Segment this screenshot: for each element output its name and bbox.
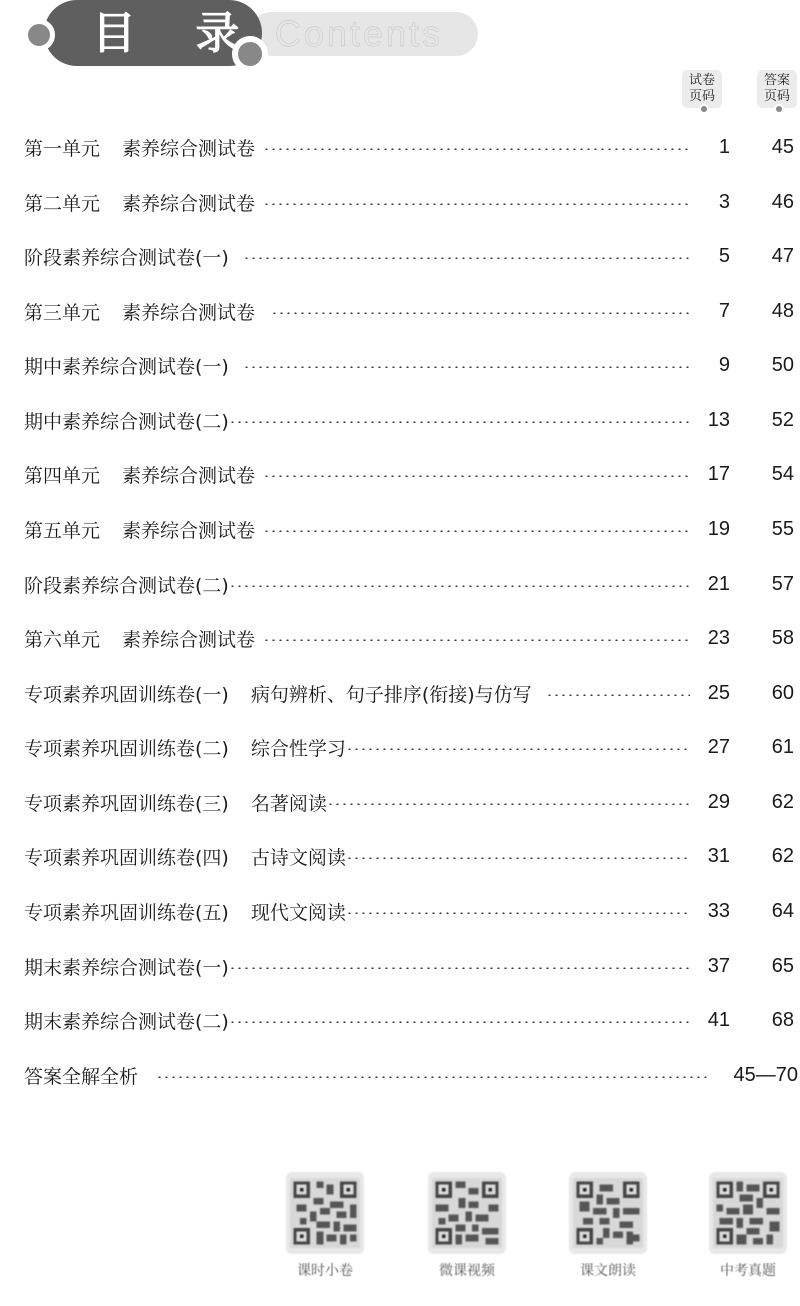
- answer-page-column-header: [757, 70, 797, 108]
- qr-code-icon: [286, 1172, 364, 1254]
- column-header-line: 页码: [763, 89, 790, 104]
- dot-leader: [263, 148, 690, 150]
- toc-entry[interactable]: [24, 405, 794, 435]
- qr-code-card[interactable]: [283, 1172, 367, 1280]
- dot-leader: [229, 421, 690, 423]
- answer-page-number: 55: [771, 517, 794, 540]
- entry-title: 专项素养巩固训练卷(一): [24, 683, 229, 706]
- dot-icon: [699, 104, 709, 114]
- entry-title: 专项素养巩固训练卷(四): [24, 846, 229, 869]
- answer-page-number: 68: [771, 1008, 794, 1031]
- entry-title: 第三单元: [24, 301, 101, 324]
- answer-page-number: 62: [771, 790, 794, 813]
- entry-title: 期中素养综合测试卷(一): [24, 355, 229, 378]
- test-page-number: 29: [707, 790, 730, 813]
- test-page-number: 25: [707, 681, 730, 704]
- page-title: 目 录: [92, 8, 262, 59]
- toc-entry[interactable]: [24, 732, 794, 762]
- toc-entry[interactable]: [24, 296, 794, 326]
- entry-subtitle: 病句辨析、句子排序(衔接)与仿写: [250, 683, 532, 706]
- column-header-line: 试卷: [688, 73, 715, 88]
- entry-subtitle: 素养综合测试卷: [122, 464, 256, 487]
- qr-code-card[interactable]: [566, 1172, 650, 1280]
- toc-entry[interactable]: [24, 241, 794, 271]
- qr-code-card[interactable]: [425, 1172, 509, 1280]
- entry-title: 专项素养巩固训练卷(五): [24, 901, 229, 924]
- test-page-number: 5: [718, 244, 730, 267]
- test-page-number: 17: [707, 462, 730, 485]
- answer-page-number: 60: [771, 681, 794, 704]
- entry-title: 第六单元: [24, 628, 101, 651]
- entry-subtitle: 素养综合测试卷: [122, 519, 256, 542]
- entry-subtitle: 古诗文阅读: [250, 846, 346, 869]
- toc-entry[interactable]: [24, 678, 794, 708]
- entry-title: 期末素养综合测试卷(二): [24, 1010, 229, 1033]
- toc-entry[interactable]: [24, 459, 794, 489]
- test-page-column-header: [682, 70, 722, 108]
- test-page-number: 7: [718, 299, 730, 322]
- qr-code-label: 微课视频: [439, 1263, 495, 1279]
- dot-leader: [546, 694, 690, 696]
- contents-banner: [0, 0, 500, 72]
- dot-leader: [243, 366, 690, 368]
- answer-page-number: 54: [771, 462, 794, 485]
- qr-code-icon: [709, 1172, 787, 1254]
- answer-page-number: 61: [771, 735, 794, 758]
- toc-entry[interactable]: [24, 787, 794, 817]
- test-page-number: 19: [707, 517, 730, 540]
- test-page-number: 27: [707, 735, 730, 758]
- column-header-line: 页码: [688, 89, 715, 104]
- answer-page-number: 46: [771, 190, 794, 213]
- toc-entry[interactable]: [24, 841, 794, 871]
- answer-page-number: 62: [771, 844, 794, 867]
- toc-entry[interactable]: [24, 569, 794, 599]
- entry-title: 阶段素养综合测试卷(一): [24, 246, 229, 269]
- answer-page-number: 45: [771, 135, 794, 158]
- entry-subtitle: 素养综合测试卷: [122, 192, 256, 215]
- entry-title: 第四单元: [24, 464, 101, 487]
- answer-page-number: 47: [771, 244, 794, 267]
- dot-leader: [263, 203, 690, 205]
- test-page-number: 1: [718, 135, 730, 158]
- entry-title: 答案全解全析: [24, 1065, 139, 1088]
- dot-leader: [263, 639, 690, 641]
- entry-title: 第二单元: [24, 192, 101, 215]
- answer-page-number: 64: [771, 899, 794, 922]
- decorative-dot-icon: [23, 19, 55, 51]
- test-page-number: 13: [707, 408, 730, 431]
- dot-leader: [346, 857, 690, 859]
- toc-entry[interactable]: [24, 1005, 794, 1035]
- test-page-number: 31: [707, 844, 730, 867]
- dot-leader: [327, 803, 690, 805]
- entry-title: 第五单元: [24, 519, 101, 542]
- dot-leader: [263, 530, 690, 532]
- entry-title: 期末素养综合测试卷(一): [24, 956, 229, 979]
- entry-title: 专项素养巩固训练卷(三): [24, 792, 229, 815]
- test-page-number: 21: [707, 572, 730, 595]
- qr-code-icon: [569, 1172, 647, 1254]
- toc-entry[interactable]: [24, 514, 794, 544]
- toc-entry[interactable]: [24, 132, 794, 162]
- dot-leader: [243, 257, 690, 259]
- toc-entry[interactable]: [24, 350, 794, 380]
- answer-page-number: 65: [771, 954, 794, 977]
- test-page-number: 3: [718, 190, 730, 213]
- qr-code-label: 中考真题: [720, 1263, 776, 1279]
- qr-code-card[interactable]: [706, 1172, 790, 1280]
- dot-leader: [156, 1076, 708, 1078]
- test-page-number: 9: [718, 353, 730, 376]
- answer-page-number: 58: [771, 626, 794, 649]
- qr-code-label: 课文朗读: [580, 1263, 636, 1279]
- answer-page-number: 48: [771, 299, 794, 322]
- entry-title: 第一单元: [24, 137, 101, 160]
- entry-subtitle: 素养综合测试卷: [122, 301, 256, 324]
- qr-code-icon: [428, 1172, 506, 1254]
- entry-subtitle: 现代文阅读: [250, 901, 346, 924]
- toc-entry[interactable]: [24, 951, 794, 981]
- test-page-number: 23: [707, 626, 730, 649]
- column-header-line: 答案: [763, 73, 790, 88]
- page-subtitle: Contents: [275, 13, 444, 54]
- entry-title: 专项素养巩固训练卷(二): [24, 737, 229, 760]
- entry-title: 阶段素养综合测试卷(二): [24, 574, 229, 597]
- toc-entry[interactable]: [24, 187, 794, 217]
- dot-leader: [263, 475, 690, 477]
- dot-leader: [229, 585, 690, 587]
- qr-code-label: 课时小卷: [297, 1263, 353, 1279]
- entry-title: 期中素养综合测试卷(二): [24, 410, 229, 433]
- answer-page-number: 50: [771, 353, 794, 376]
- test-page-number: 33: [707, 899, 730, 922]
- test-page-number: 37: [707, 954, 730, 977]
- dot-leader: [346, 912, 690, 914]
- dot-leader: [346, 748, 690, 750]
- dot-leader: [229, 1021, 690, 1023]
- answer-page-range: 45—70: [733, 1063, 798, 1086]
- entry-subtitle: 名著阅读: [250, 792, 327, 815]
- entry-subtitle: 综合性学习: [250, 737, 346, 760]
- answer-page-number: 52: [771, 408, 794, 431]
- dot-leader: [271, 312, 690, 314]
- test-page-number: 41: [707, 1008, 730, 1031]
- dot-icon: [774, 104, 784, 114]
- toc-entry-answers[interactable]: [24, 1060, 798, 1090]
- entry-subtitle: 素养综合测试卷: [122, 137, 256, 160]
- toc-entry[interactable]: [24, 896, 794, 926]
- entry-subtitle: 素养综合测试卷: [122, 628, 256, 651]
- dot-leader: [229, 967, 690, 969]
- toc-entry[interactable]: [24, 623, 794, 653]
- answer-page-number: 57: [771, 572, 794, 595]
